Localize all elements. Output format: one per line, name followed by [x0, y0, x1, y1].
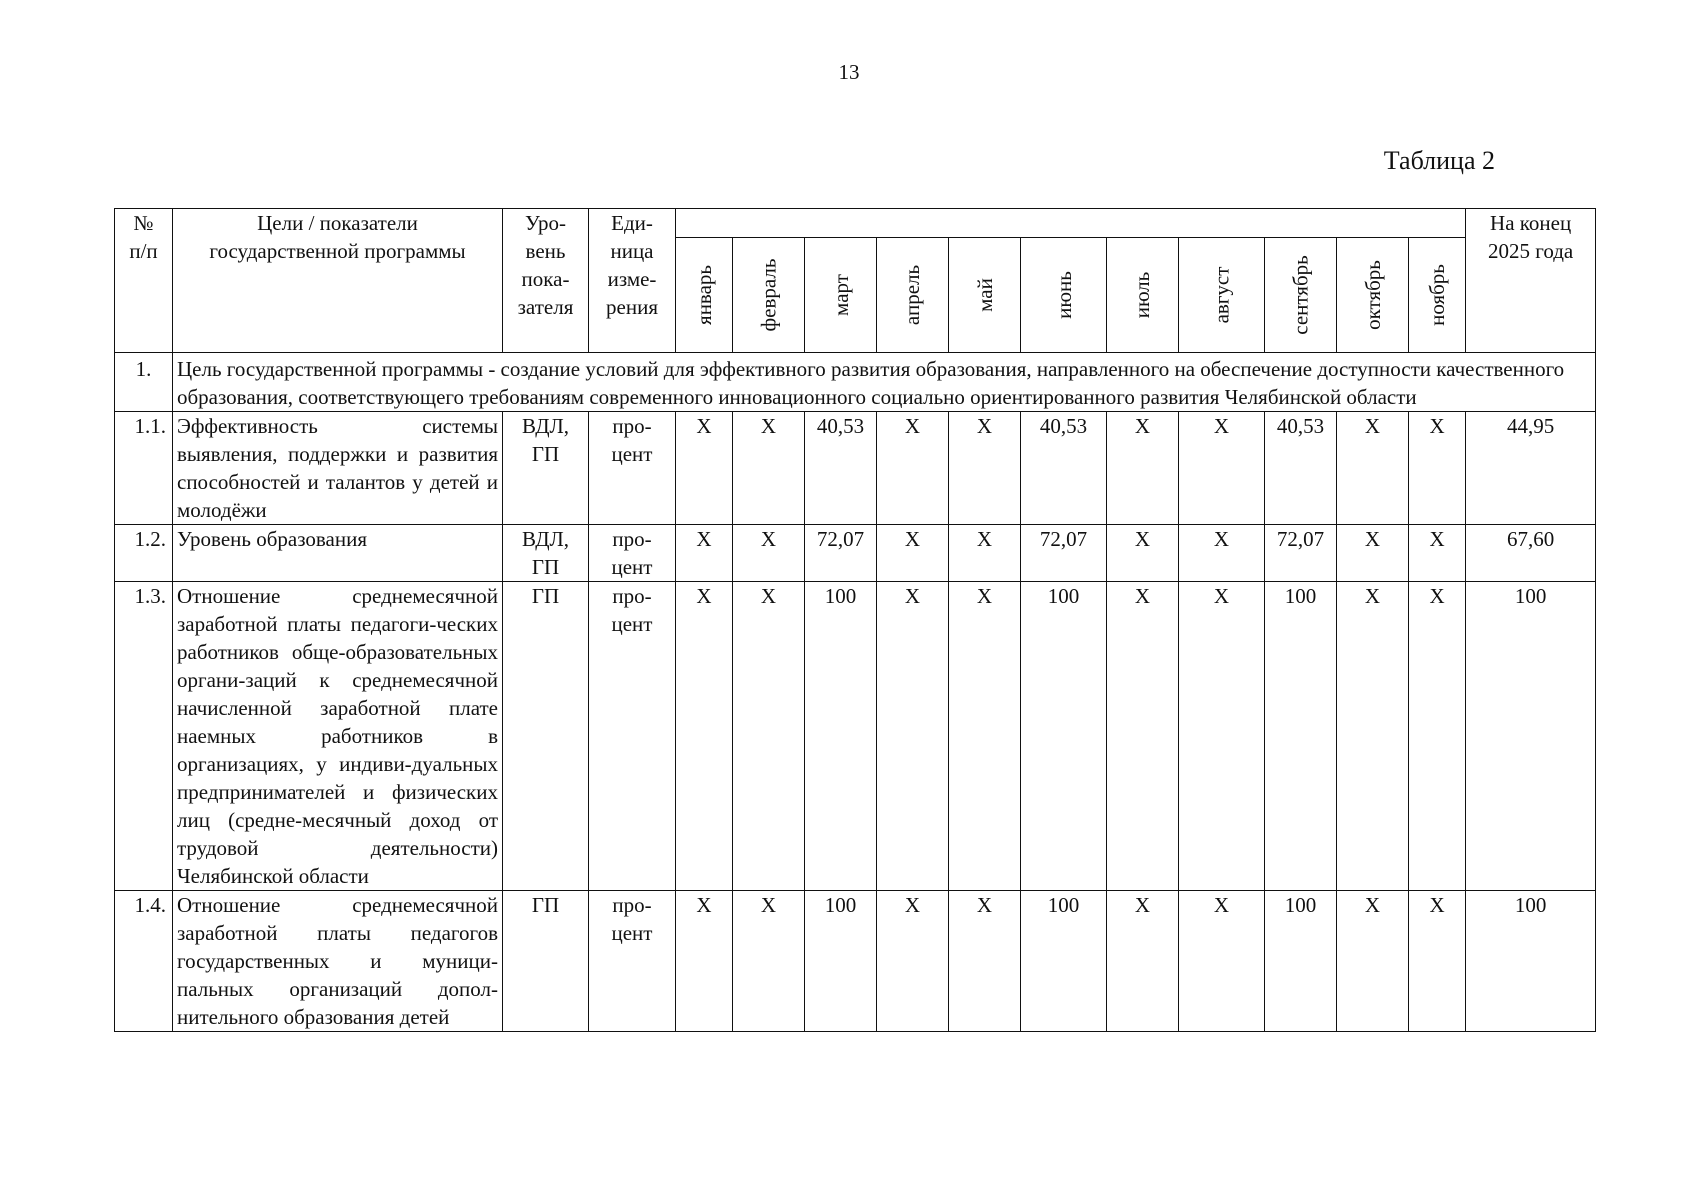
header-months-group: [676, 209, 1466, 238]
header-month-may: [949, 238, 1021, 353]
row-value-august: Х: [1179, 412, 1265, 525]
header-unit-line: рения: [606, 295, 658, 319]
header-level-line: Уро-: [524, 211, 566, 235]
header-month-september: [1265, 238, 1337, 353]
row-level-line: ГП: [531, 442, 560, 466]
row-value-february: Х: [733, 582, 805, 891]
row-value-september: 100: [1265, 582, 1337, 891]
row-value-october: Х: [1337, 891, 1409, 1032]
row-value-end: 67,60: [1466, 525, 1596, 582]
row-unit-line: цент: [611, 442, 653, 466]
row-num: 1.1.: [115, 412, 173, 525]
header-unit: [589, 209, 676, 353]
row-value-june: 40,53: [1021, 412, 1107, 525]
row-value-january: Х: [676, 582, 733, 891]
row-level-line: ВДЛ,: [521, 527, 570, 551]
row-value-august: Х: [1179, 891, 1265, 1032]
row-value-september: 40,53: [1265, 412, 1337, 525]
row-value-may: Х: [949, 412, 1021, 525]
month-label: июнь: [1051, 271, 1076, 319]
row-unit-line: про-: [612, 584, 652, 608]
row-unit: [589, 525, 676, 582]
row-value-november: Х: [1409, 891, 1466, 1032]
month-label: июль: [1130, 271, 1155, 319]
row-value-may: Х: [949, 525, 1021, 582]
month-label: ноябрь: [1425, 264, 1450, 326]
table-caption: Таблица 2: [1383, 146, 1495, 175]
row-unit-line: про-: [612, 893, 652, 917]
page-number: 13: [838, 60, 860, 84]
row-value-may: Х: [949, 582, 1021, 891]
row-num: 1.4.: [115, 891, 173, 1032]
header-unit-line: ница: [610, 239, 654, 263]
row-value-july: Х: [1107, 891, 1179, 1032]
header-month-august: [1179, 238, 1265, 353]
row-value-april: Х: [877, 412, 949, 525]
row-unit: [589, 582, 676, 891]
row-value-january: Х: [676, 412, 733, 525]
row-value-september: 100: [1265, 891, 1337, 1032]
row-value-november: Х: [1409, 525, 1466, 582]
row-value-november: Х: [1409, 582, 1466, 891]
month-label: апрель: [900, 264, 925, 326]
row-value-july: Х: [1107, 412, 1179, 525]
indicators-table: [114, 208, 1596, 1032]
row-unit-line: про-: [612, 414, 652, 438]
row-value-march: 100: [805, 582, 877, 891]
row-level: [503, 891, 589, 1032]
row-level-line: ГП: [531, 584, 560, 608]
row-value-april: Х: [877, 525, 949, 582]
goal-text: Цель государственной программы - создание условий для эффективного развития образования, направленного на обеспечение доступности качественного образования, соответствующего требованиям современного инновационного социально ориентированного развития Челябинской области: [173, 353, 1596, 412]
row-name: Отношение среднемесячной заработной платы педагоги-ческих работников обще-образовательных органи-заций к среднемесячной начисленной заработной плате наемных работников в организациях, у индиви-дуальных предпринимателей и физических лиц (средне-месячный доход от трудовой деятельности) Челябинской области: [173, 582, 503, 891]
header-goal-line: Цели / показатели: [257, 211, 418, 235]
month-label: август: [1209, 266, 1234, 324]
row-value-end: 100: [1466, 891, 1596, 1032]
header-level-line: зателя: [517, 295, 574, 319]
row-value-march: 72,07: [805, 525, 877, 582]
header-row-top: [115, 209, 1596, 238]
header-month-july: [1107, 238, 1179, 353]
row-name: Уровень образования: [173, 525, 503, 582]
row-value-october: Х: [1337, 582, 1409, 891]
row-value-march: 100: [805, 891, 877, 1032]
header-unit-line: изме-: [607, 267, 657, 291]
row-unit-line: про-: [612, 527, 652, 551]
row-value-april: Х: [877, 582, 949, 891]
row-level-line: ГП: [531, 893, 560, 917]
header-end-line: На конец: [1490, 211, 1572, 235]
row-value-january: Х: [676, 525, 733, 582]
header-unit-line: Еди-: [611, 211, 653, 235]
header-month-february: [733, 238, 805, 353]
row-value-november: Х: [1409, 412, 1466, 525]
header-month-october: [1337, 238, 1409, 353]
row-unit-line: цент: [611, 612, 653, 636]
header-end-of-year: [1466, 209, 1596, 353]
month-label: март: [828, 274, 853, 316]
row-value-end: 100: [1466, 582, 1596, 891]
row-value-august: Х: [1179, 582, 1265, 891]
header-num-line: п/п: [129, 239, 158, 263]
header-month-june: [1021, 238, 1107, 353]
row-unit: [589, 891, 676, 1032]
table-row: [115, 582, 1596, 891]
table-row: [115, 412, 1596, 525]
row-value-end: 44,95: [1466, 412, 1596, 525]
header-month-april: [877, 238, 949, 353]
row-value-july: Х: [1107, 582, 1179, 891]
row-value-june: 100: [1021, 891, 1107, 1032]
row-level: [503, 412, 589, 525]
row-value-june: 72,07: [1021, 525, 1107, 582]
row-level: [503, 582, 589, 891]
row-level: [503, 525, 589, 582]
row-unit-line: цент: [611, 555, 653, 579]
header-level-line: пока-: [521, 267, 570, 291]
row-name: Отношение среднемесячной заработной платы педагогов государственных и муници-пальных организаций допол-нительного образования детей: [173, 891, 503, 1032]
goal-num: 1.: [115, 353, 173, 412]
month-label: май: [972, 278, 997, 312]
header-month-november: [1409, 238, 1466, 353]
month-label: октябрь: [1360, 260, 1385, 330]
row-value-may: Х: [949, 891, 1021, 1032]
row-unit-line: цент: [611, 921, 653, 945]
header-end-line: 2025 года: [1488, 239, 1574, 263]
month-label: январь: [692, 265, 716, 325]
row-value-february: Х: [733, 412, 805, 525]
header-month-january: [676, 238, 733, 353]
month-label: февраль: [756, 258, 781, 332]
header-num: [115, 209, 173, 353]
row-value-august: Х: [1179, 525, 1265, 582]
row-num: 1.3.: [115, 582, 173, 891]
row-level-line: ВДЛ,: [521, 414, 570, 438]
row-num: 1.2.: [115, 525, 173, 582]
month-label: сентябрь: [1288, 255, 1313, 335]
row-value-march: 40,53: [805, 412, 877, 525]
row-value-february: Х: [733, 525, 805, 582]
table-row: [115, 525, 1596, 582]
header-num-line: №: [133, 211, 154, 235]
row-value-october: Х: [1337, 525, 1409, 582]
row-value-february: Х: [733, 891, 805, 1032]
row-name: Эффективность системы выявления, поддержки и развития способностей и талантов у детей и молодёжи: [173, 412, 503, 525]
row-level-line: ГП: [531, 555, 560, 579]
header-goal-line: государственной программы: [209, 239, 466, 263]
header-level: [503, 209, 589, 353]
row-value-july: Х: [1107, 525, 1179, 582]
goal-row: [115, 353, 1596, 412]
table-row: [115, 891, 1596, 1032]
row-unit: [589, 412, 676, 525]
row-value-september: 72,07: [1265, 525, 1337, 582]
header-level-line: вень: [525, 239, 566, 263]
row-value-april: Х: [877, 891, 949, 1032]
row-value-june: 100: [1021, 582, 1107, 891]
header-month-march: [805, 238, 877, 353]
row-value-january: Х: [676, 891, 733, 1032]
row-value-october: Х: [1337, 412, 1409, 525]
header-goal: [173, 209, 503, 353]
